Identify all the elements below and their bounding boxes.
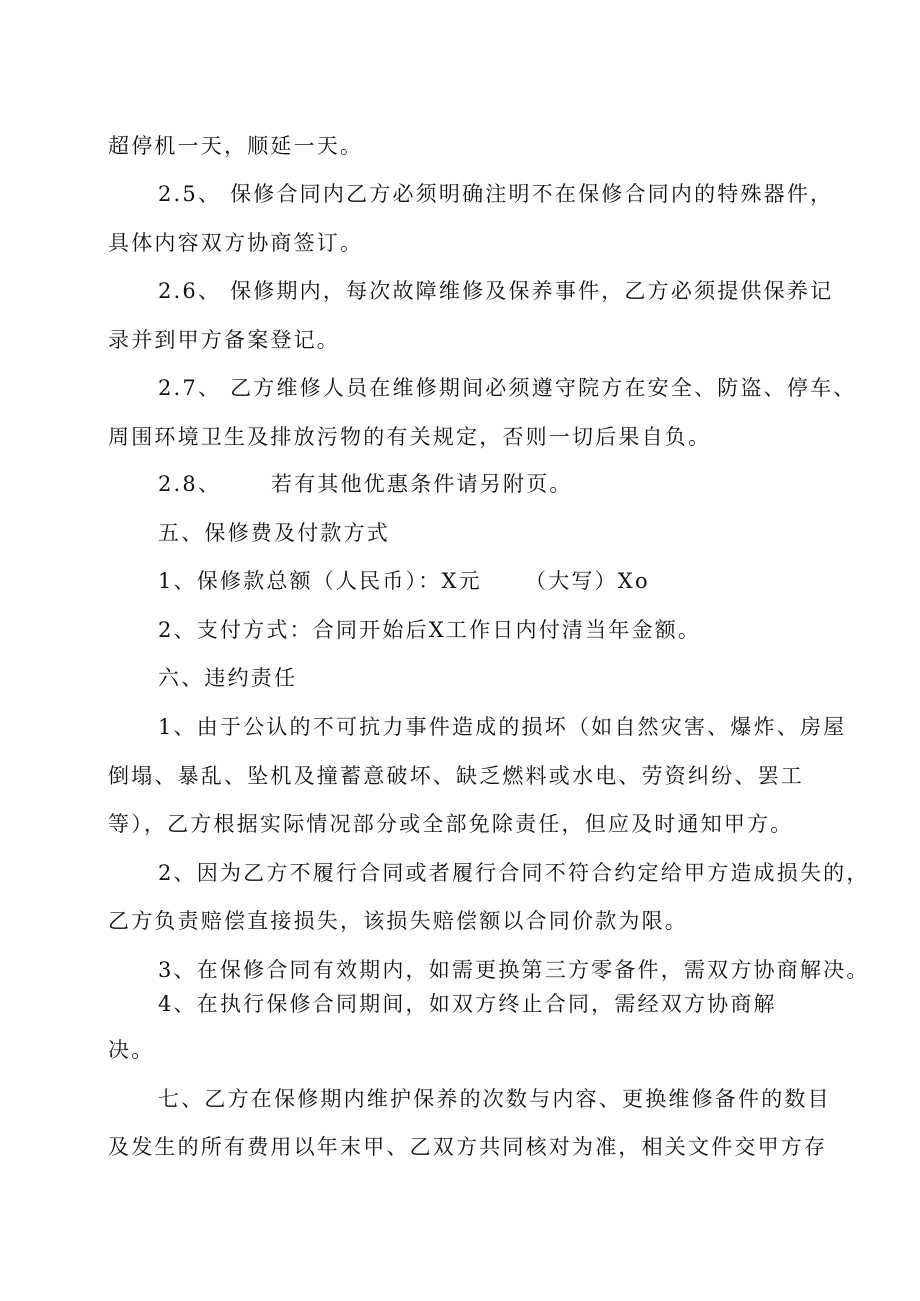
section-7: 七、乙方在保修期内维护保养的次数与内容、更换维修备件的数目 bbox=[158, 1087, 831, 1111]
clause-2-8-number: 2.8、 bbox=[158, 472, 222, 496]
clause-2-5-cont: 具体内容双方协商签订。 bbox=[108, 231, 364, 255]
payment-total-uppercase: （大写）Xo bbox=[525, 569, 650, 593]
liability-2-cont: 乙方负责赔偿直接损失，该损失赔偿额以合同价款为限。 bbox=[108, 909, 688, 933]
liability-1: 1、由于公认的不可抗力事件造成的损坏（如自然灾害、爆炸、房屋 bbox=[158, 715, 847, 739]
liability-1-cont-b: 等），乙方根据实际情况部分或全部免除责任，但应及时通知甲方。 bbox=[108, 812, 794, 836]
liability-1-cont-a: 倒塌、暴乱、坠机及撞蓄意破坏、缺乏燃料或水电、劳资纠纷、罢工 bbox=[108, 764, 804, 788]
clause-2-6: 2.6、 保修期内，每次故障维修及保养事件，乙方必须提供保养记 bbox=[158, 279, 834, 303]
section-5-heading: 五、保修费及付款方式 bbox=[158, 521, 390, 545]
clause-2-8-text: 若有其他优惠条件请另附页。 bbox=[271, 472, 573, 496]
clause-2-5: 2.5、 保修合同内乙方必须明确注明不在保修合同内的特殊器件， bbox=[158, 182, 834, 206]
liability-4: 4、在执行保修合同期间，如双方终止合同，需经双方协商解 bbox=[158, 992, 777, 1016]
clause-2-6-cont: 录并到甲方备案登记。 bbox=[108, 328, 340, 352]
section-6-heading: 六、违约责任 bbox=[158, 666, 298, 690]
payment-total: 1、保修款总额（人民币）：X元 bbox=[158, 569, 482, 593]
liability-4-cont: 决。 bbox=[108, 1038, 155, 1062]
liability-3: 3、在保修合同有效期内，如需更换第三方零备件，需双方协商解决。 bbox=[158, 958, 870, 982]
payment-method: 2、支付方式：合同开始后X工作日内付清当年金额。 bbox=[158, 618, 702, 642]
text-line-continuation: 超停机一天，顺延一天。 bbox=[108, 134, 364, 158]
liability-2: 2、因为乙方不履行合同或者履行合同不符合约定给甲方造成损失的， bbox=[158, 861, 870, 885]
clause-2-7-cont: 周围环境卫生及排放污物的有关规定，否则一切后果自负。 bbox=[108, 425, 712, 449]
section-7-cont: 及发生的所有费用以年末甲、乙双方共同核对为准，相关文件交甲方存 bbox=[108, 1135, 828, 1159]
clause-2-7: 2.7、 乙方维修人员在维修期间必须遵守院方在安全、防盗、停车、 bbox=[158, 376, 857, 400]
